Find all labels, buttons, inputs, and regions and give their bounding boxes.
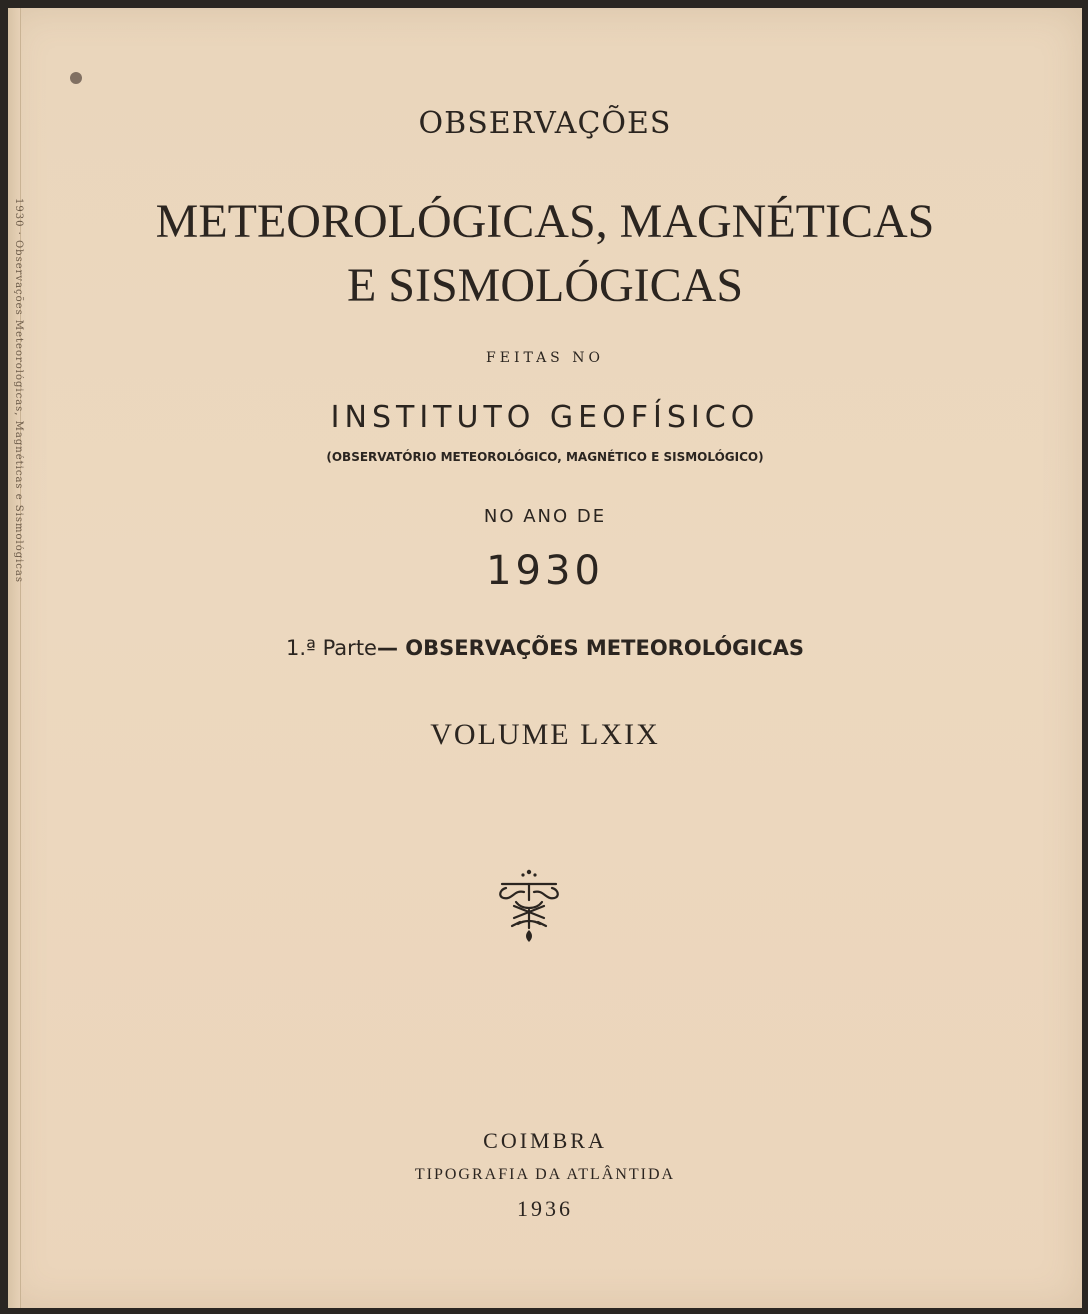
ink-spot <box>70 72 82 84</box>
part-title <box>8 636 1082 660</box>
part-name: — OBSERVAÇÕES METEOROLÓGICAS <box>376 636 805 660</box>
heading-line-1: METEOROLÓGICAS, MAGNÉTICAS <box>155 195 935 248</box>
made-at-label: FEITAS NO <box>486 350 604 366</box>
heading-line-2: E SISMOLÓGICAS <box>346 259 744 312</box>
imprint-year: 1936 <box>517 1196 573 1221</box>
year-intro: NO ANO DE <box>483 506 607 527</box>
observation-year: 1930 <box>486 548 604 594</box>
spine-text: 1930 · Observações Meteorológicas, Magnéticas e Sismológicas <box>13 198 24 584</box>
imprint-printer: TIPOGRAFIA DA ATLÂNTIDA <box>414 1166 676 1183</box>
part-prefix: 1.ª Parte <box>285 636 377 660</box>
heading-small: OBSERVAÇÕES <box>418 106 672 141</box>
imprint-city: COIMBRA <box>483 1128 607 1153</box>
institute-name: INSTITUTO GEOFÍSICO <box>330 400 760 435</box>
volume-number: VOLUME LXIX <box>430 718 660 751</box>
fleuron-ornament-icon <box>494 866 564 946</box>
book-cover <box>8 8 1082 1308</box>
institute-subtitle: (OBSERVATÓRIO METEOROLÓGICO, MAGNÉTICO E SISMOLÓGICO) <box>326 450 764 464</box>
